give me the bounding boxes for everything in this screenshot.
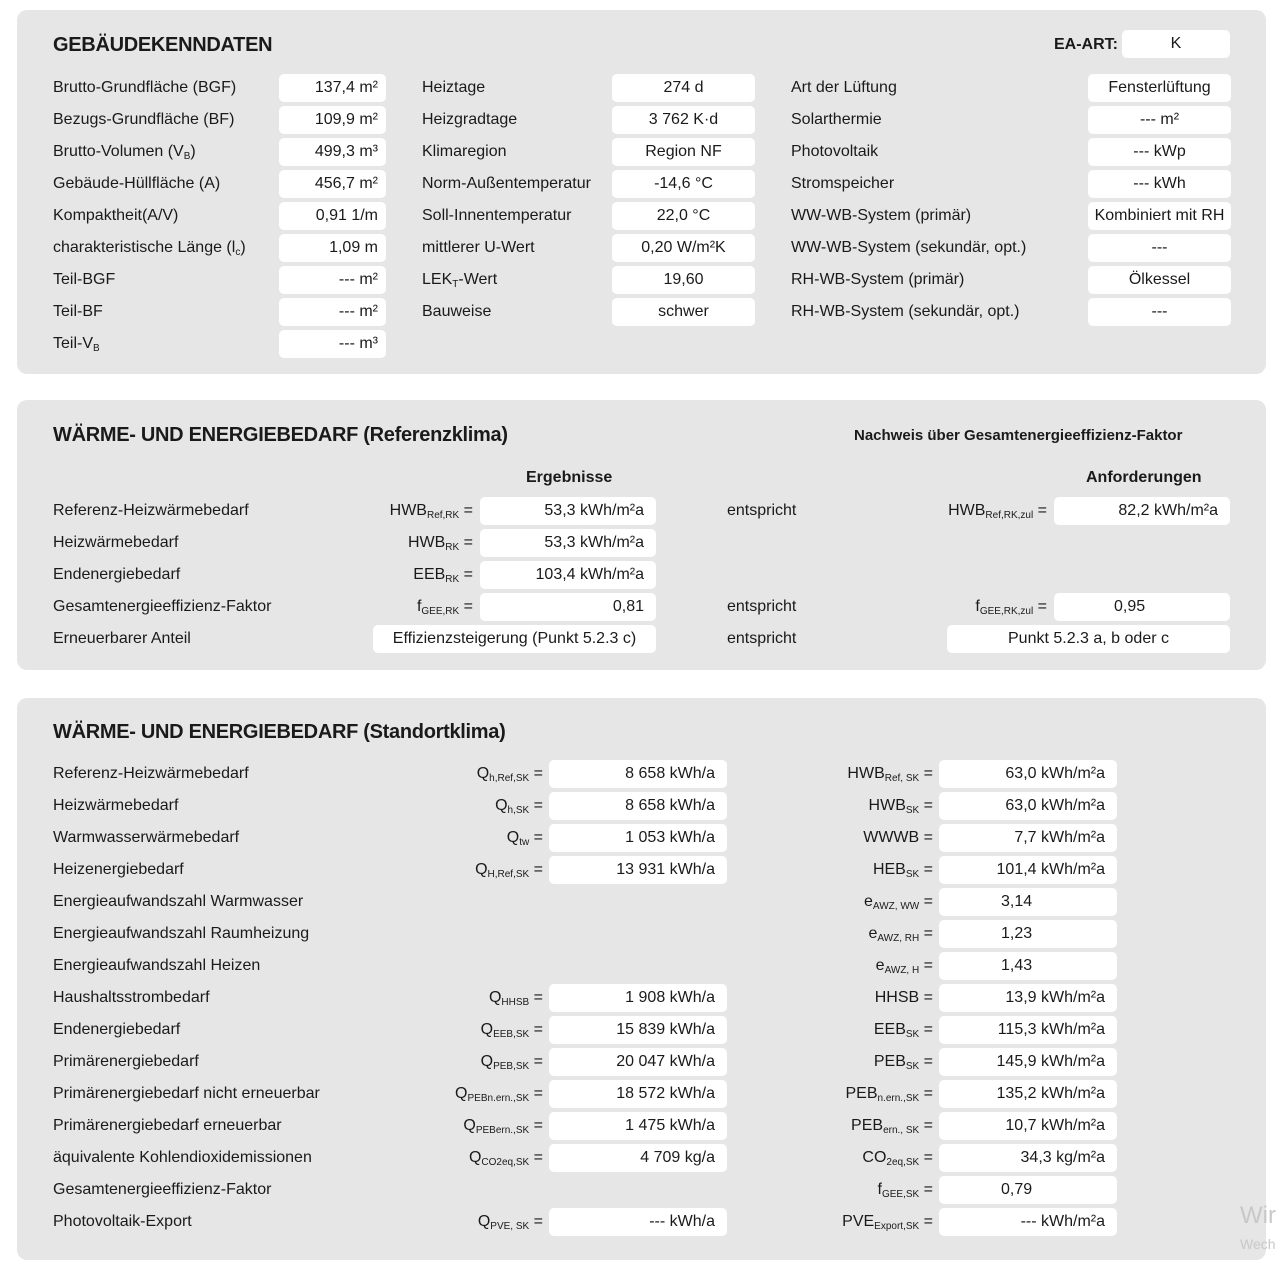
row-label: Warmwasserwärmebedarf <box>53 829 240 846</box>
result-value[interactable]: 53,3 kWh/m²a <box>480 529 656 557</box>
label-text: RH-WB-System (sekundär, opt.) <box>791 303 1020 320</box>
symbol-text: CO <box>862 1149 887 1166</box>
label-tail: -Wert <box>458 271 498 288</box>
label-text: Solarthermie <box>791 111 882 128</box>
label-text: Brutto-Volumen (V <box>53 143 184 160</box>
value-field[interactable]: --- m² <box>279 266 386 294</box>
subscript: GEE,RK <box>421 606 460 617</box>
row-label <box>422 74 485 102</box>
row-label: äquivalente Kohlendioxidemissionen <box>53 1149 312 1166</box>
equals-sign: = <box>529 1213 543 1230</box>
equals-sign: = <box>529 989 543 1006</box>
subscript: h,Ref,SK <box>489 773 530 784</box>
activation-watermark-subtitle: Wech <box>1240 1236 1276 1252</box>
subscript: H,Ref,SK <box>487 869 530 880</box>
row-label: Primärenergiebedarf nicht erneuerbar <box>53 1085 320 1102</box>
value-field[interactable]: Ölkessel <box>1088 266 1231 294</box>
symbol-text: Q <box>455 1085 468 1102</box>
label-text: WW-WB-System (sekundär, opt.) <box>791 239 1027 256</box>
specific-value[interactable]: 10,7 kWh/m²a <box>939 1112 1117 1140</box>
row-label: Photovoltaik-Export <box>53 1213 192 1230</box>
symbol-text: f <box>416 598 422 615</box>
equals-sign: = <box>529 1053 543 1070</box>
value-field[interactable]: 274 d <box>612 74 755 102</box>
label-text: Gebäude-Hüllfläche (A) <box>53 175 221 192</box>
equals-sign: = <box>1033 598 1047 615</box>
symbol-text: f <box>877 1181 882 1198</box>
label-text: Bauweise <box>422 303 492 320</box>
annual-value[interactable]: 8 658 kWh/a <box>549 760 727 788</box>
formula-symbol <box>777 1144 933 1172</box>
equals-sign: = <box>919 893 933 910</box>
subscript: CO2eq,SK <box>481 1157 530 1168</box>
label-text: Kompaktheit(A/V) <box>53 207 179 224</box>
reference-climate-panel <box>17 400 1266 670</box>
requirements-heading: Anforderungen <box>1086 469 1202 486</box>
requirement-value[interactable]: 0,95 <box>1054 593 1230 621</box>
symbol-text: PEB <box>873 1053 906 1070</box>
formula-symbol <box>777 760 933 788</box>
ea-art-field[interactable]: K <box>1122 30 1230 58</box>
label-text: Heiztage <box>422 79 486 96</box>
value-field[interactable]: --- m² <box>1088 106 1231 134</box>
symbol-text: Q <box>463 1117 476 1134</box>
row-label: Erneuerbarer Anteil <box>53 630 191 647</box>
equals-sign: = <box>919 1021 933 1038</box>
row-label: Heizwärmebedarf <box>53 797 179 814</box>
formula-symbol <box>777 1176 933 1204</box>
formula-symbol <box>397 760 543 788</box>
value-field[interactable]: 1,09 m <box>279 234 386 262</box>
equals-sign: = <box>919 829 933 846</box>
symbol-text: EEB <box>873 1021 906 1038</box>
formula-symbol <box>397 1112 543 1140</box>
value-field[interactable]: 109,9 m² <box>279 106 386 134</box>
formula-symbol <box>777 1080 933 1108</box>
equals-sign: = <box>459 534 473 551</box>
symbol-text: PVE <box>842 1213 875 1230</box>
symbol-text: Q <box>506 829 520 846</box>
formula-symbol <box>777 792 933 820</box>
subscript: SK <box>905 1029 920 1040</box>
formula-symbol <box>897 593 1047 621</box>
formula-symbol <box>397 824 543 852</box>
symbol-text: Q <box>488 989 502 1006</box>
row-label: Endenergiebedarf <box>53 566 181 583</box>
building-data-panel <box>17 10 1266 374</box>
value-field[interactable]: --- m³ <box>279 330 386 358</box>
subscript: B <box>183 151 191 162</box>
formula-symbol <box>397 1144 543 1172</box>
symbol-text: WWWB <box>863 829 920 846</box>
label-text: Teil-BGF <box>53 271 116 288</box>
subscript: Ref, SK <box>884 773 920 784</box>
equals-sign: = <box>529 1149 543 1166</box>
subscript: GEE,SK <box>881 1189 920 1200</box>
subscript: tw <box>519 837 530 848</box>
symbol-text: HWB <box>407 534 446 551</box>
nachweis-heading: Nachweis über Gesamtenergieeffizienz-Faktor <box>854 427 1183 444</box>
formula-symbol <box>777 952 933 980</box>
symbol-text: HWB <box>948 502 986 519</box>
status-text: entspricht <box>727 598 797 615</box>
specific-value[interactable]: 3,14 <box>939 888 1117 916</box>
formula-symbol <box>777 1112 933 1140</box>
result-value[interactable]: 103,4 kWh/m²a <box>480 561 656 589</box>
row-label <box>791 234 1026 262</box>
subscript: HHSB <box>501 997 530 1008</box>
subscript: SK <box>905 1061 920 1072</box>
specific-value[interactable]: 1,43 <box>939 952 1117 980</box>
symbol-text: HHSB <box>874 989 920 1006</box>
symbol-text: HWB <box>389 502 427 519</box>
specific-value[interactable]: 135,2 kWh/m²a <box>939 1080 1117 1108</box>
row-label <box>53 266 115 294</box>
subscript: AWZ, WW <box>872 901 920 912</box>
value-field[interactable]: 3 762 K·d <box>612 106 755 134</box>
symbol-text: Q <box>477 1213 491 1230</box>
symbol-text: HWB <box>868 797 906 814</box>
formula-symbol <box>317 593 473 621</box>
row-label <box>422 170 591 198</box>
annual-value[interactable]: 1 053 kWh/a <box>549 824 727 852</box>
formula-symbol <box>317 561 473 589</box>
label-text: Soll-Innentemperatur <box>422 207 572 224</box>
symbol-text: Q <box>475 861 488 878</box>
equals-sign: = <box>919 861 933 878</box>
row-label: Energieaufwandszahl Heizen <box>53 957 261 974</box>
row-label: Referenz-Heizwärmebedarf <box>53 765 249 782</box>
specific-value[interactable]: 63,0 kWh/m²a <box>939 760 1117 788</box>
ea-art-label: EA-ART: <box>1054 36 1118 53</box>
equals-sign: = <box>919 925 933 942</box>
specific-value[interactable]: 0,79 <box>939 1176 1117 1204</box>
annual-value[interactable]: 18 572 kWh/a <box>549 1080 727 1108</box>
row-label <box>791 266 964 294</box>
equals-sign: = <box>919 765 933 782</box>
formula-symbol <box>397 1208 543 1236</box>
label-text: Art der Lüftung <box>791 79 897 96</box>
row-label: Energieaufwandszahl Raumheizung <box>53 925 310 942</box>
equals-sign: = <box>529 797 543 814</box>
label-text: Heizgradtage <box>422 111 518 128</box>
specific-value[interactable]: 7,7 kWh/m²a <box>939 824 1117 852</box>
value-field[interactable]: schwer <box>612 298 755 326</box>
equals-sign: = <box>919 797 933 814</box>
subscript: AWZ, H <box>884 965 920 976</box>
section-title: GEBÄUDEKENNDATEN <box>53 34 273 56</box>
subscript: PEBern.,SK <box>475 1125 530 1136</box>
specific-value[interactable]: 101,4 kWh/m²a <box>939 856 1117 884</box>
equals-sign: = <box>919 989 933 1006</box>
equals-sign: = <box>529 1117 543 1134</box>
row-label <box>791 106 882 134</box>
annual-value[interactable]: 1 475 kWh/a <box>549 1112 727 1140</box>
value-field[interactable]: 0,91 1/m <box>279 202 386 230</box>
subscript: n.ern.,SK <box>877 1093 920 1104</box>
formula-symbol <box>397 856 543 884</box>
equals-sign: = <box>529 765 543 782</box>
formula-symbol <box>317 529 473 557</box>
subscript: RK <box>445 574 460 585</box>
specific-value[interactable]: 63,0 kWh/m²a <box>939 792 1117 820</box>
annual-value[interactable]: 15 839 kWh/a <box>549 1016 727 1044</box>
annual-value[interactable]: 20 047 kWh/a <box>549 1048 727 1076</box>
row-label: Primärenergiebedarf <box>53 1053 199 1070</box>
equals-sign: = <box>459 566 473 583</box>
subscript: AWZ, RH <box>877 933 920 944</box>
equals-sign: = <box>459 598 473 615</box>
formula-symbol <box>397 1080 543 1108</box>
label-text: Klimaregion <box>422 143 507 160</box>
label-text: Teil-BF <box>53 303 103 320</box>
subscript: PEBn.ern.,SK <box>467 1093 530 1104</box>
subscript: PEB,SK <box>493 1061 530 1072</box>
row-label <box>53 74 236 102</box>
symbol-text: e <box>864 893 873 910</box>
label-text: RH-WB-System (primär) <box>791 271 965 288</box>
annual-value[interactable]: 1 908 kWh/a <box>549 984 727 1012</box>
formula-symbol <box>397 984 543 1012</box>
subscript: SK <box>905 869 920 880</box>
symbol-text: Q <box>495 797 508 814</box>
formula-symbol <box>777 888 933 916</box>
label-text: Brutto-Grundfläche (BGF) <box>53 79 237 96</box>
formula-symbol <box>897 497 1047 525</box>
symbol-text: e <box>875 957 885 974</box>
formula-symbol <box>777 1016 933 1044</box>
equals-sign: = <box>1033 502 1047 519</box>
annual-value[interactable]: 8 658 kWh/a <box>549 792 727 820</box>
specific-value[interactable]: 34,3 kg/m²a <box>939 1144 1117 1172</box>
label-text: LEK <box>422 271 453 288</box>
value-field[interactable]: 0,20 W/m²K <box>612 234 755 262</box>
symbol-text: PEB <box>845 1085 878 1102</box>
label-tail: ) <box>190 143 196 160</box>
value-field[interactable]: 499,3 m³ <box>279 138 386 166</box>
subscript: PVE, SK <box>490 1221 530 1232</box>
row-label <box>422 266 497 294</box>
row-label <box>791 138 878 166</box>
label-text: Norm-Außentemperatur <box>422 175 591 192</box>
equals-sign: = <box>529 1085 543 1102</box>
equals-sign: = <box>919 1085 933 1102</box>
formula-symbol <box>317 497 473 525</box>
label-text: Stromspeicher <box>791 175 895 192</box>
specific-value[interactable]: 1,23 <box>939 920 1117 948</box>
value-field[interactable]: -14,6 °C <box>612 170 755 198</box>
result-value[interactable]: Effizienzsteigerung (Punkt 5.2.3 c) <box>373 625 656 653</box>
value-field[interactable]: --- kWp <box>1088 138 1231 166</box>
formula-symbol <box>397 792 543 820</box>
formula-symbol <box>777 856 933 884</box>
symbol-text: Q <box>468 1149 482 1166</box>
subscript: EEB,SK <box>493 1029 530 1040</box>
symbol-text: HEB <box>872 861 906 878</box>
row-label <box>791 170 894 198</box>
row-label <box>422 138 506 166</box>
equals-sign: = <box>529 829 543 846</box>
result-value[interactable]: 0,81 <box>480 593 656 621</box>
label-text: WW-WB-System (primär) <box>791 207 972 224</box>
activation-watermark-title: Wir <box>1240 1202 1276 1229</box>
subscript: ern., SK <box>883 1125 920 1136</box>
equals-sign: = <box>919 957 933 974</box>
subscript: B <box>93 343 100 354</box>
formula-symbol <box>777 1048 933 1076</box>
row-label: Heizwärmebedarf <box>53 534 179 551</box>
symbol-text: PEB <box>851 1117 884 1134</box>
label-tail: ) <box>240 239 246 256</box>
section-title: WÄRME- UND ENERGIEBEDARF (Referenzklima) <box>53 424 508 446</box>
value-field[interactable]: --- <box>1088 234 1231 262</box>
row-label <box>53 138 196 166</box>
label-text: Photovoltaik <box>791 143 879 160</box>
row-label: Referenz-Heizwärmebedarf <box>53 502 249 519</box>
subscript: Export,SK <box>874 1221 920 1232</box>
row-label: Haushaltsstrombedarf <box>53 989 210 1006</box>
row-label: Gesamtenergieeffizienz-Faktor <box>53 1181 272 1198</box>
formula-symbol <box>777 920 933 948</box>
result-value[interactable]: 53,3 kWh/m²a <box>480 497 656 525</box>
label-text: mittlerer U-Wert <box>422 239 535 256</box>
subscript: h,SK <box>507 805 530 816</box>
symbol-text: Q <box>476 765 490 782</box>
value-field[interactable]: Fensterlüftung <box>1088 74 1231 102</box>
value-field[interactable]: 22,0 °C <box>612 202 755 230</box>
equals-sign: = <box>529 861 543 878</box>
label-text: Teil-V <box>53 335 94 352</box>
formula-symbol <box>777 984 933 1012</box>
value-field[interactable]: Region NF <box>612 138 755 166</box>
row-label <box>53 170 220 198</box>
row-label <box>791 298 1020 326</box>
formula-symbol <box>397 1048 543 1076</box>
value-field[interactable]: --- kWh <box>1088 170 1231 198</box>
value-field[interactable]: Kombiniert mit RH <box>1088 202 1231 230</box>
symbol-text: EEB <box>413 566 446 583</box>
formula-symbol <box>777 824 933 852</box>
equals-sign: = <box>459 502 473 519</box>
row-label <box>53 234 246 262</box>
equals-sign: = <box>919 1181 933 1198</box>
subscript: T <box>452 279 459 290</box>
section-title: WÄRME- UND ENERGIEBEDARF (Standortklima) <box>53 721 506 743</box>
symbol-text: f <box>975 598 980 615</box>
row-label <box>791 74 897 102</box>
annual-value[interactable]: --- kWh/a <box>549 1208 727 1236</box>
subscript: 2eq,SK <box>886 1157 920 1168</box>
row-label <box>422 298 491 326</box>
subscript: RK <box>445 542 460 553</box>
annual-value[interactable]: 13 931 kWh/a <box>549 856 727 884</box>
status-text: entspricht <box>727 630 797 647</box>
symbol-text: Q <box>480 1021 494 1038</box>
row-label: Heizenergiebedarf <box>53 861 184 878</box>
row-label <box>53 298 103 326</box>
equals-sign: = <box>919 1149 933 1166</box>
row-label: Primärenergiebedarf erneuerbar <box>53 1117 282 1134</box>
row-label <box>53 330 100 358</box>
subscript: Ref,RK,zul <box>985 510 1034 521</box>
value-field[interactable]: 456,7 m² <box>279 170 386 198</box>
row-label <box>53 202 178 230</box>
value-field[interactable]: --- m² <box>279 298 386 326</box>
specific-value[interactable]: 145,9 kWh/m²a <box>939 1048 1117 1076</box>
subscript: Ref,RK <box>426 510 460 521</box>
row-label <box>422 106 517 134</box>
results-heading: Ergebnisse <box>526 469 613 486</box>
symbol-text: e <box>868 925 878 942</box>
formula-symbol <box>397 1016 543 1044</box>
formula-symbol <box>777 1208 933 1236</box>
subscript: SK <box>905 805 920 816</box>
specific-value[interactable]: --- kWh/m²a <box>939 1208 1117 1236</box>
site-climate-panel <box>17 698 1266 1260</box>
subscript: c <box>235 247 241 258</box>
specific-value[interactable]: 115,3 kWh/m²a <box>939 1016 1117 1044</box>
label-text: Bezugs-Grundfläche (BF) <box>53 111 235 128</box>
row-label <box>422 202 571 230</box>
equals-sign: = <box>919 1053 933 1070</box>
specific-value[interactable]: 13,9 kWh/m²a <box>939 984 1117 1012</box>
symbol-text: HWB <box>847 765 885 782</box>
value-field[interactable]: --- <box>1088 298 1231 326</box>
row-label <box>53 106 234 134</box>
requirement-value[interactable]: Punkt 5.2.3 a, b oder c <box>947 625 1230 653</box>
value-field[interactable]: 137,4 m² <box>279 74 386 102</box>
row-label: Gesamtenergieeffizienz-Faktor <box>53 598 272 615</box>
subscript: GEE,RK,zul <box>979 606 1034 617</box>
row-label <box>791 202 971 230</box>
symbol-text: Q <box>480 1053 494 1070</box>
row-label: Endenergiebedarf <box>53 1021 181 1038</box>
value-field[interactable]: 19,60 <box>612 266 755 294</box>
row-label <box>422 234 535 262</box>
label-text: charakteristische Länge (l <box>53 239 236 256</box>
annual-value[interactable]: 4 709 kg/a <box>549 1144 727 1172</box>
requirement-value[interactable]: 82,2 kWh/m²a <box>1054 497 1230 525</box>
equals-sign: = <box>529 1021 543 1038</box>
status-text: entspricht <box>727 502 797 519</box>
row-label: Energieaufwandszahl Warmwasser <box>53 893 304 910</box>
equals-sign: = <box>919 1213 933 1230</box>
equals-sign: = <box>919 1117 933 1134</box>
